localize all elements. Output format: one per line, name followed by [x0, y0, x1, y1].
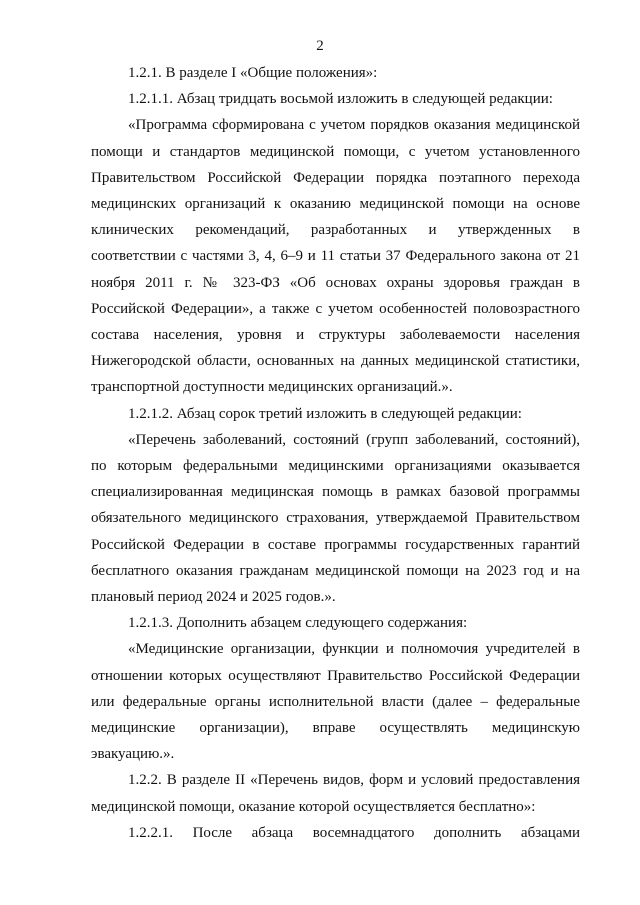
paragraph-1-2-1-2: 1.2.1.2. Абзац сорок третий изложить в следующей редакции:: [128, 405, 522, 422]
paragraph-program-text: «Программа сформирована с учетом порядков оказания медицинской помощи и стандартов медицинской помощи, с учетом установленного Правительством Российской Федерации порядка поэтапного перехода медицинских организаций к оказанию медицинской помощи на основе клинических рекомендаций, разработанных и утвержденных в соответствии с частями 3, 4, 6–9 и 11 статьи 37 Федерального закона от 21 ноября 2011 г. № 323-ФЗ «Об основах охраны здоровья граждан в Российской Федерации», а также с учетом особенностей половозрастного состава населения, уровня и структуры заболеваемости населения Нижегородской области, основанных на данных медицинской статистики, транспортной доступности медицинских организаций.».: [91, 117, 580, 396]
paragraph-evacuation-text: «Медицинские организации, функции и полномочия учредителей в отношении которых осуществляют Правительство Российской Федерации или федеральные органы исполнительной власти (далее – федеральные медицинские организации), вправе осуществлять медицинскую эвакуацию.».: [91, 641, 580, 763]
paragraph-1-2-1-3: 1.2.1.3. Дополнить абзацем следующего содержания:: [128, 615, 468, 632]
page-number: 2: [316, 38, 324, 54]
paragraph-section-1-2-2: 1.2.2. В разделе II «Перечень видов, форм и условий предоставления медицинской помощи, оказание которой осуществляется бесплатно»:: [91, 772, 580, 815]
paragraph-1-2-1-1: 1.2.1.1. Абзац тридцать восьмой изложить в следующей редакции:: [128, 91, 553, 108]
paragraph-1-2-2-1: 1.2.2.1. После абзаца восемнадцатого дополнить абзацами: [128, 824, 580, 841]
document-body: [91, 60, 580, 846]
paragraph-section-1-2-1: 1.2.1. В разделе I «Общие положения»:: [128, 65, 378, 81]
paragraph-disease-list-text: «Перечень заболеваний, состояний (групп заболеваний, состояний), по которым федеральными медицинскими организациями оказывается специализированная медицинская помощь в рамках базовой программы обязательного медицинского страхования, утверждаемой Правительством Российской Федерации в составе программы государственных гарантий бесплатного оказания гражданам медицинской помощи на 2023 год и на плановый период 2024 и 2025 годов.».: [91, 431, 580, 606]
